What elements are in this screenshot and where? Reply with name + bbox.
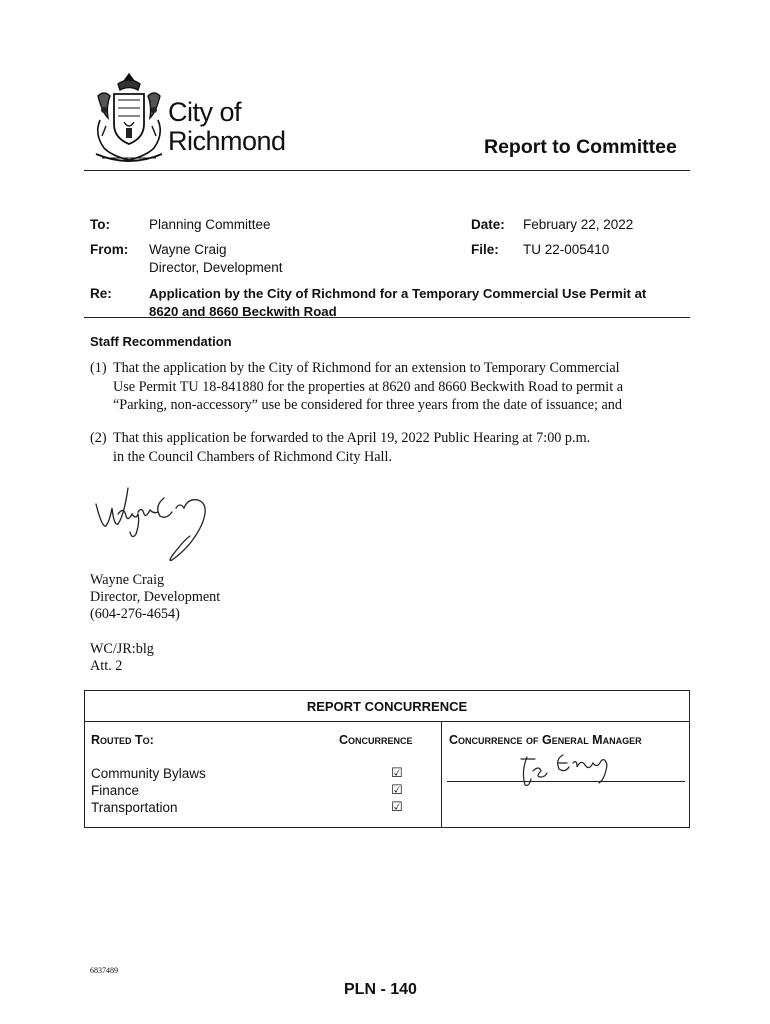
to-label: To: [90,217,110,232]
from-label: From: [90,242,129,257]
routed-department: Finance [91,783,140,798]
recommendation-line: Use Permit TU 18-841880 for the properties at 8620 and 8660 Beckwith Road to permit a [113,378,623,395]
signatory-title: Director, Development [90,589,221,605]
city-name [168,98,286,156]
concurrence-header: Concurrence [339,733,413,747]
checkbox-checked-icon: ☑ [391,783,403,798]
page-number: PLN - 140 [344,981,417,998]
signatory-phone: (604-276-4654) [90,606,180,622]
routed-department: Transportation [91,800,178,815]
director-signature [92,480,222,572]
city-of-richmond-crest-logo [88,70,170,168]
date-label: Date: [471,217,505,232]
general-manager-signature [515,749,635,793]
to-value: Planning Committee [149,217,271,232]
recommendation-item-1 [90,359,690,415]
routed-to-header: Routed To: [91,733,154,747]
recommendation-line: “Parking, non-accessory” use be considered for three years from the date of issuance; and [113,397,622,413]
recommendation-line: in the Council Chambers of Richmond City Hall. [113,448,392,465]
from-title: Director, Development [149,260,283,275]
subject-divider [84,317,690,318]
checkbox-checked-icon: ☑ [391,800,403,815]
recommendation-line: That the application by the City of Richmond for an extension to Temporary Commercial [113,360,620,376]
general-manager-header: Concurrence of General Manager [449,733,642,747]
re-subject [149,285,646,321]
recommendation-line: That this application be forwarded to the April 19, 2022 Public Hearing at 7:00 p.m. [113,430,591,446]
file-value: TU 22-005410 [523,242,610,257]
routed-department: Community Bylaws [91,766,206,781]
file-label: File: [471,242,499,257]
re-label: Re: [90,286,112,301]
from-value [149,241,283,277]
concurrence-title: REPORT CONCURRENCE [306,699,468,714]
recommendation-item-2 [90,429,690,466]
typist-initials: WC/JR:blg [90,641,154,657]
city-name-line1: City of [168,97,242,127]
document-id: 6837489 [90,966,118,975]
report-concurrence-table [84,690,690,828]
table-divider [85,721,689,722]
header-divider [84,170,690,171]
checkbox-checked-icon: ☑ [391,766,403,781]
recommendation-number: (2) [90,430,107,446]
from-name: Wayne Craig [149,242,227,257]
re-subject-line2: 8620 and 8660 Beckwith Road [149,304,337,319]
signatory-name: Wayne Craig [90,572,165,588]
staff-recommendation-heading: Staff Recommendation [90,334,232,349]
report-title: Report to Committee [484,136,677,158]
re-subject-line1: Application by the City of Richmond for a Temporary Commercial Use Permit at [149,286,647,301]
city-name-line2: Richmond [168,126,286,156]
date-value: February 22, 2022 [523,217,634,232]
attachments-count: Att. 2 [90,658,123,674]
table-column-divider [441,721,442,828]
recommendation-number: (1) [90,360,107,376]
